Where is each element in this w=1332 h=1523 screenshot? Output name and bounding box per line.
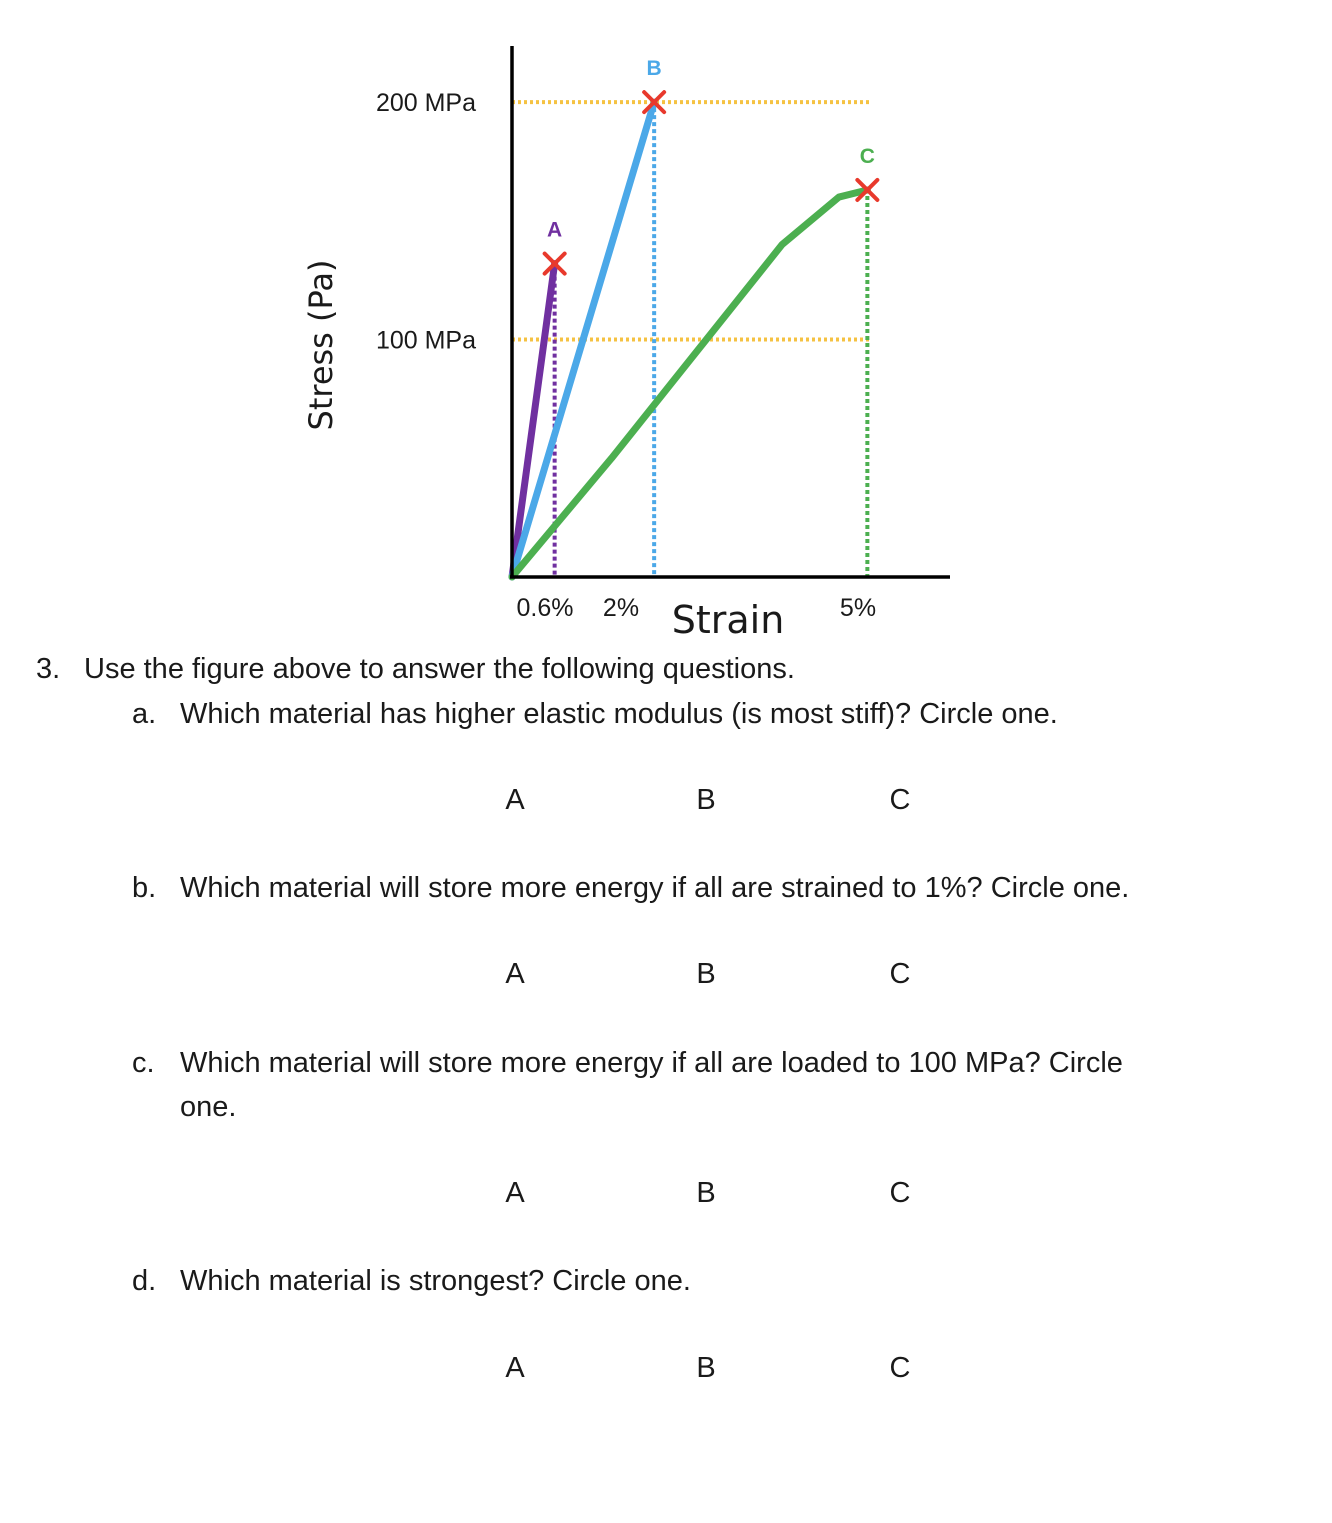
part-question-text: Which material will store more energy if all are loaded to 100 MPa? Circle xyxy=(180,1047,1123,1079)
answer-choice-a[interactable]: A xyxy=(505,1177,525,1209)
part-question-text: Which material will store more energy if all are strained to 1%? Circle one. xyxy=(180,872,1130,904)
answer-choice-c[interactable]: C xyxy=(889,1177,911,1209)
part-letter: a. xyxy=(132,698,157,730)
answer-choice-a[interactable]: A xyxy=(505,958,525,990)
y-axis-label: Stress (Pa) xyxy=(302,259,340,431)
stress-strain-chart xyxy=(0,0,1332,660)
answer-choice-b[interactable]: B xyxy=(696,1352,716,1384)
answer-choice-b[interactable]: B xyxy=(696,1177,716,1209)
part-question-text: one. xyxy=(180,1091,237,1123)
answer-choice-c[interactable]: C xyxy=(889,784,911,816)
answer-choice-a[interactable]: A xyxy=(505,1352,525,1384)
y-tick-label: 100 MPa xyxy=(375,326,476,355)
series-label-b: B xyxy=(646,57,662,81)
answer-choice-c[interactable]: C xyxy=(889,1352,911,1384)
x-tick-label: 2% xyxy=(602,594,640,622)
part-letter: b. xyxy=(132,872,157,904)
question-prompt: Use the figure above to answer the following questions. xyxy=(84,653,795,685)
part-question-text: Which material has higher elastic modulus (is most stiff)? Circle one. xyxy=(180,698,1058,730)
y-tick-label: 200 MPa xyxy=(375,89,476,118)
x-tick-label: 0.6% xyxy=(516,594,574,622)
answer-choice-c[interactable]: C xyxy=(889,958,911,990)
question-number: 3. xyxy=(36,653,61,685)
part-letter: c. xyxy=(132,1047,155,1079)
answer-choice-b[interactable]: B xyxy=(696,958,716,990)
part-question-text: Which material is strongest? Circle one. xyxy=(180,1265,691,1297)
series-label-c: C xyxy=(859,144,875,168)
series-label-a: A xyxy=(547,218,563,242)
x-axis-label: Strain xyxy=(671,598,785,642)
series-line-c xyxy=(512,190,867,577)
part-letter: d. xyxy=(132,1265,157,1297)
answer-choice-a[interactable]: A xyxy=(505,784,525,816)
answer-choice-b[interactable]: B xyxy=(696,784,716,816)
x-tick-label: 5% xyxy=(839,594,877,622)
